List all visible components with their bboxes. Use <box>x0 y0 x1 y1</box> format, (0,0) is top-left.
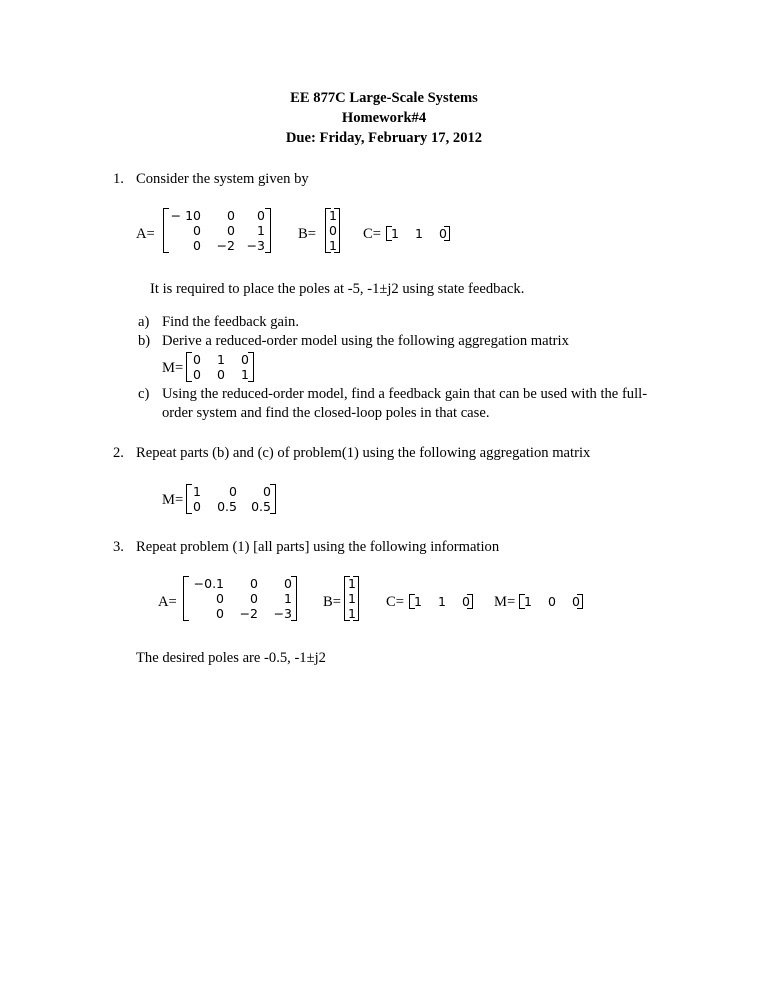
p1-part-b: Derive a reduced-order model using the following aggregation matrix <box>162 333 569 349</box>
p1-M-label: M= <box>162 360 184 376</box>
p1-A-label: A= <box>136 226 155 242</box>
p1-B-label: B= <box>298 226 316 242</box>
p1-matrix-C: 1 1 0 <box>386 226 450 241</box>
p1-part-c-line1: Using the reduced-order model, find a feedback gain that can be used with the full- <box>162 386 648 402</box>
due-date: Due: Friday, February 17, 2012 <box>285 130 483 146</box>
p1-part-a-letter: a) <box>138 314 150 330</box>
problem-3-number: 3. <box>113 539 124 555</box>
p1-matrix-A: − 10 0 0 0 0 1 0 −2 −3 <box>163 208 271 253</box>
p3-M-label: M= <box>494 594 516 610</box>
p1-C-label: C= <box>363 226 381 242</box>
problem-2-text: Repeat parts (b) and (c) of problem(1) using the following aggregation matrix <box>136 445 591 461</box>
p3-matrix-C: 1 1 0 <box>409 594 473 609</box>
assignment-title: Homework#4 <box>341 110 427 126</box>
p1-part-a: Find the feedback gain. <box>162 314 299 330</box>
problem-3-text: Repeat problem (1) [all parts] using the following information <box>136 539 500 555</box>
p2-matrix-M: 1 0 0 0 0.5 0.5 <box>186 484 276 514</box>
p3-matrix-B: 1 1 1 <box>344 576 359 621</box>
p1-matrix-M: 0 1 0 0 0 1 <box>186 352 254 382</box>
problem-1-number: 1. <box>113 171 124 187</box>
p3-matrix-M: 1 0 0 <box>519 594 583 609</box>
p3-B-label: B= <box>323 594 341 610</box>
p1-pole-statement: It is required to place the poles at -5, -1±j2 using state feedback. <box>150 281 525 297</box>
problem-2-number: 2. <box>113 445 124 461</box>
p3-C-label: C= <box>386 594 404 610</box>
p3-A-label: A= <box>158 594 177 610</box>
p3-desired-poles: The desired poles are -0.5, -1±j2 <box>136 650 326 666</box>
p2-M-label: M= <box>162 492 184 508</box>
p1-part-c-letter: c) <box>138 386 150 402</box>
p1-matrix-B: 1 0 1 <box>325 208 340 253</box>
p1-part-c-line2: order system and find the closed-loop poles in that case. <box>162 405 490 421</box>
course-title: EE 877C Large-Scale Systems <box>290 90 478 106</box>
p1-part-b-letter: b) <box>138 333 151 349</box>
p3-matrix-A: −0.1 0 0 0 0 1 0 −2 −3 <box>183 576 297 621</box>
problem-1-intro: Consider the system given by <box>136 171 309 187</box>
